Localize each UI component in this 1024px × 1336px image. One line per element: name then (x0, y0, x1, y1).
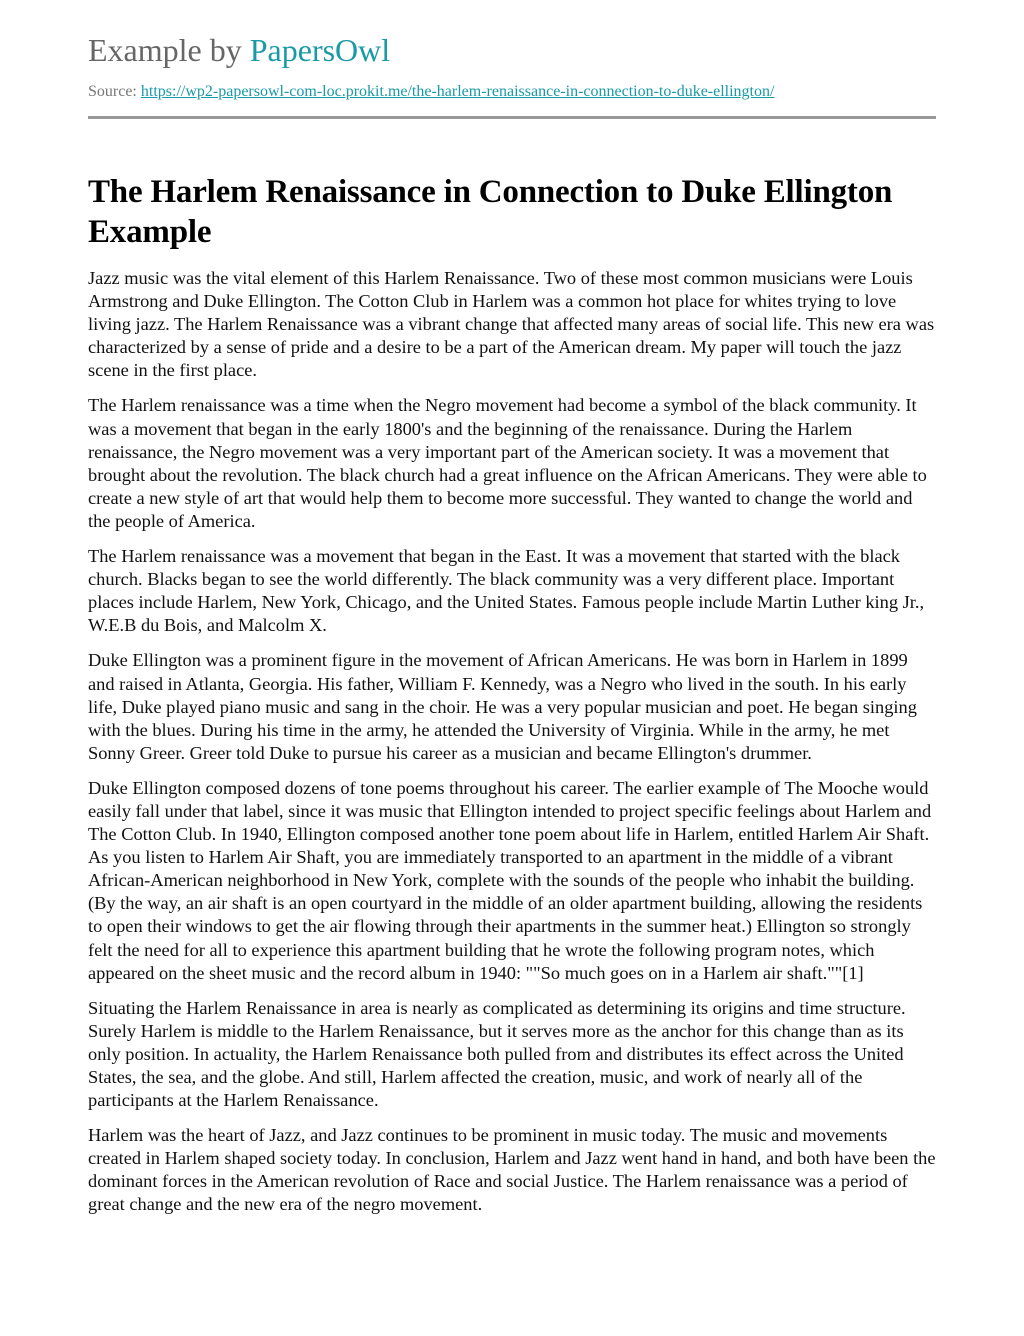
paragraph: The Harlem renaissance was a time when the Negro movement had become a symbol of the black community. It was a movement that began in the early 1800's and the beginning of the renaissance. During the Harlem renaissance, the Negro movement was a very important part of the American society. It was a movement that brought about the revolution. The black church had a great influence on the African Americans. They were able to create a new style of art that would help them to become more successful. They wanted to change the world and the people of America. (88, 395, 927, 531)
source-line (88, 82, 936, 102)
source-url-link[interactable]: https://wp2-papersowl-com-loc.prokit.me/the-harlem-renaissance-in-connection-to-duke-ellington/ (140, 83, 775, 100)
brand-prefix: Example by (88, 32, 250, 68)
document-title: The Harlem Renaissance in Connection to Duke Ellington Example (88, 174, 893, 250)
paragraph: The Harlem renaissance was a movement that began in the East. It was a movement that started with the black church. Blacks began to see the world differently. The black community was a very different place. Important places include Harlem, New York, Chicago, and the United States. Famous people include Martin Luther king Jr., W.E.B du Bois, and Malcolm X. (88, 546, 925, 636)
brand-name-link[interactable]: PapersOwl (249, 32, 391, 68)
paragraph: Situating the Harlem Renaissance in area is nearly as complicated as determining its origins and time structure. Surely Harlem is middle to the Harlem Renaissance, but it serves more as the anchor for this change than as its only position. In actuality, the Harlem Renaissance both pulled from and distributes its effect across the United States, the sea, and the globe. And still, Harlem affected the creation, music, and work of nearly all of the participants at the Harlem Renaissance. (88, 997, 906, 1111)
paragraph: Duke Ellington composed dozens of tone poems throughout his career. The earlier example of The Mooche would easily fall under that label, since it was music that Ellington intended to project specific feelings about Harlem and The Cotton Club. In 1940, Ellington composed another tone poem about life in Harlem, entitled Harlem Air Shaft. As you listen to Harlem Air Shaft, you are immediately transported to an apartment in the middle of a vibrant African-American neighborhood in New York, complete with the sounds of the people who inhabit the building. (By the way, an air shaft is an open courtyard in the middle of an older apartment building, allowing the residents to open their windows to get the air flowing through their apartments in the summer heat.) Ellington so strongly felt the need for all to experience this apartment building that he wrote the following program notes, which appeared on the sheet music and the record album in 1940: ""So much goes on in a Harlem air shaft.""[1] (88, 777, 932, 983)
paragraph: Jazz music was the vital element of this Harlem Renaissance. Two of these most common musicians were Louis Armstrong and Duke Ellington. The Cotton Club in Harlem was a common hot place for whites trying to love living jazz. The Harlem Renaissance was a vibrant change that affected many areas of social life. This new era was characterized by a sense of pride and a desire to be a part of the American dream. My paper will touch the jazz scene in the first place. (88, 268, 935, 381)
source-label: Source: (88, 83, 141, 100)
document-body (88, 267, 936, 1217)
header-divider (88, 116, 936, 119)
paragraph: Harlem was the heart of Jazz, and Jazz continues to be prominent in music today. The music and movements created in Harlem shaped society today. In conclusion, Harlem and Jazz went hand in hand, and both have been the dominant forces in the American revolution of Race and social Justice. The Harlem renaissance was a period of great change and the new era of the negro movement. (88, 1125, 936, 1215)
document-page (88, 0, 936, 1229)
paragraph: Duke Ellington was a prominent figure in the movement of African Americans. He was born in Harlem in 1899 and raised in Atlanta, Georgia. His father, William F. Kennedy, was a Negro who lived in the south. In his early life, Duke played piano music and sang in the choir. He was a very popular musician and poet. He began singing with the blues. During his time in the army, he attended the University of Virginia. While in the army, he met Sonny Greer. Greer told Duke to pursue his career as a musician and became Ellington's drummer. (88, 650, 917, 763)
brand-header (88, 30, 936, 70)
